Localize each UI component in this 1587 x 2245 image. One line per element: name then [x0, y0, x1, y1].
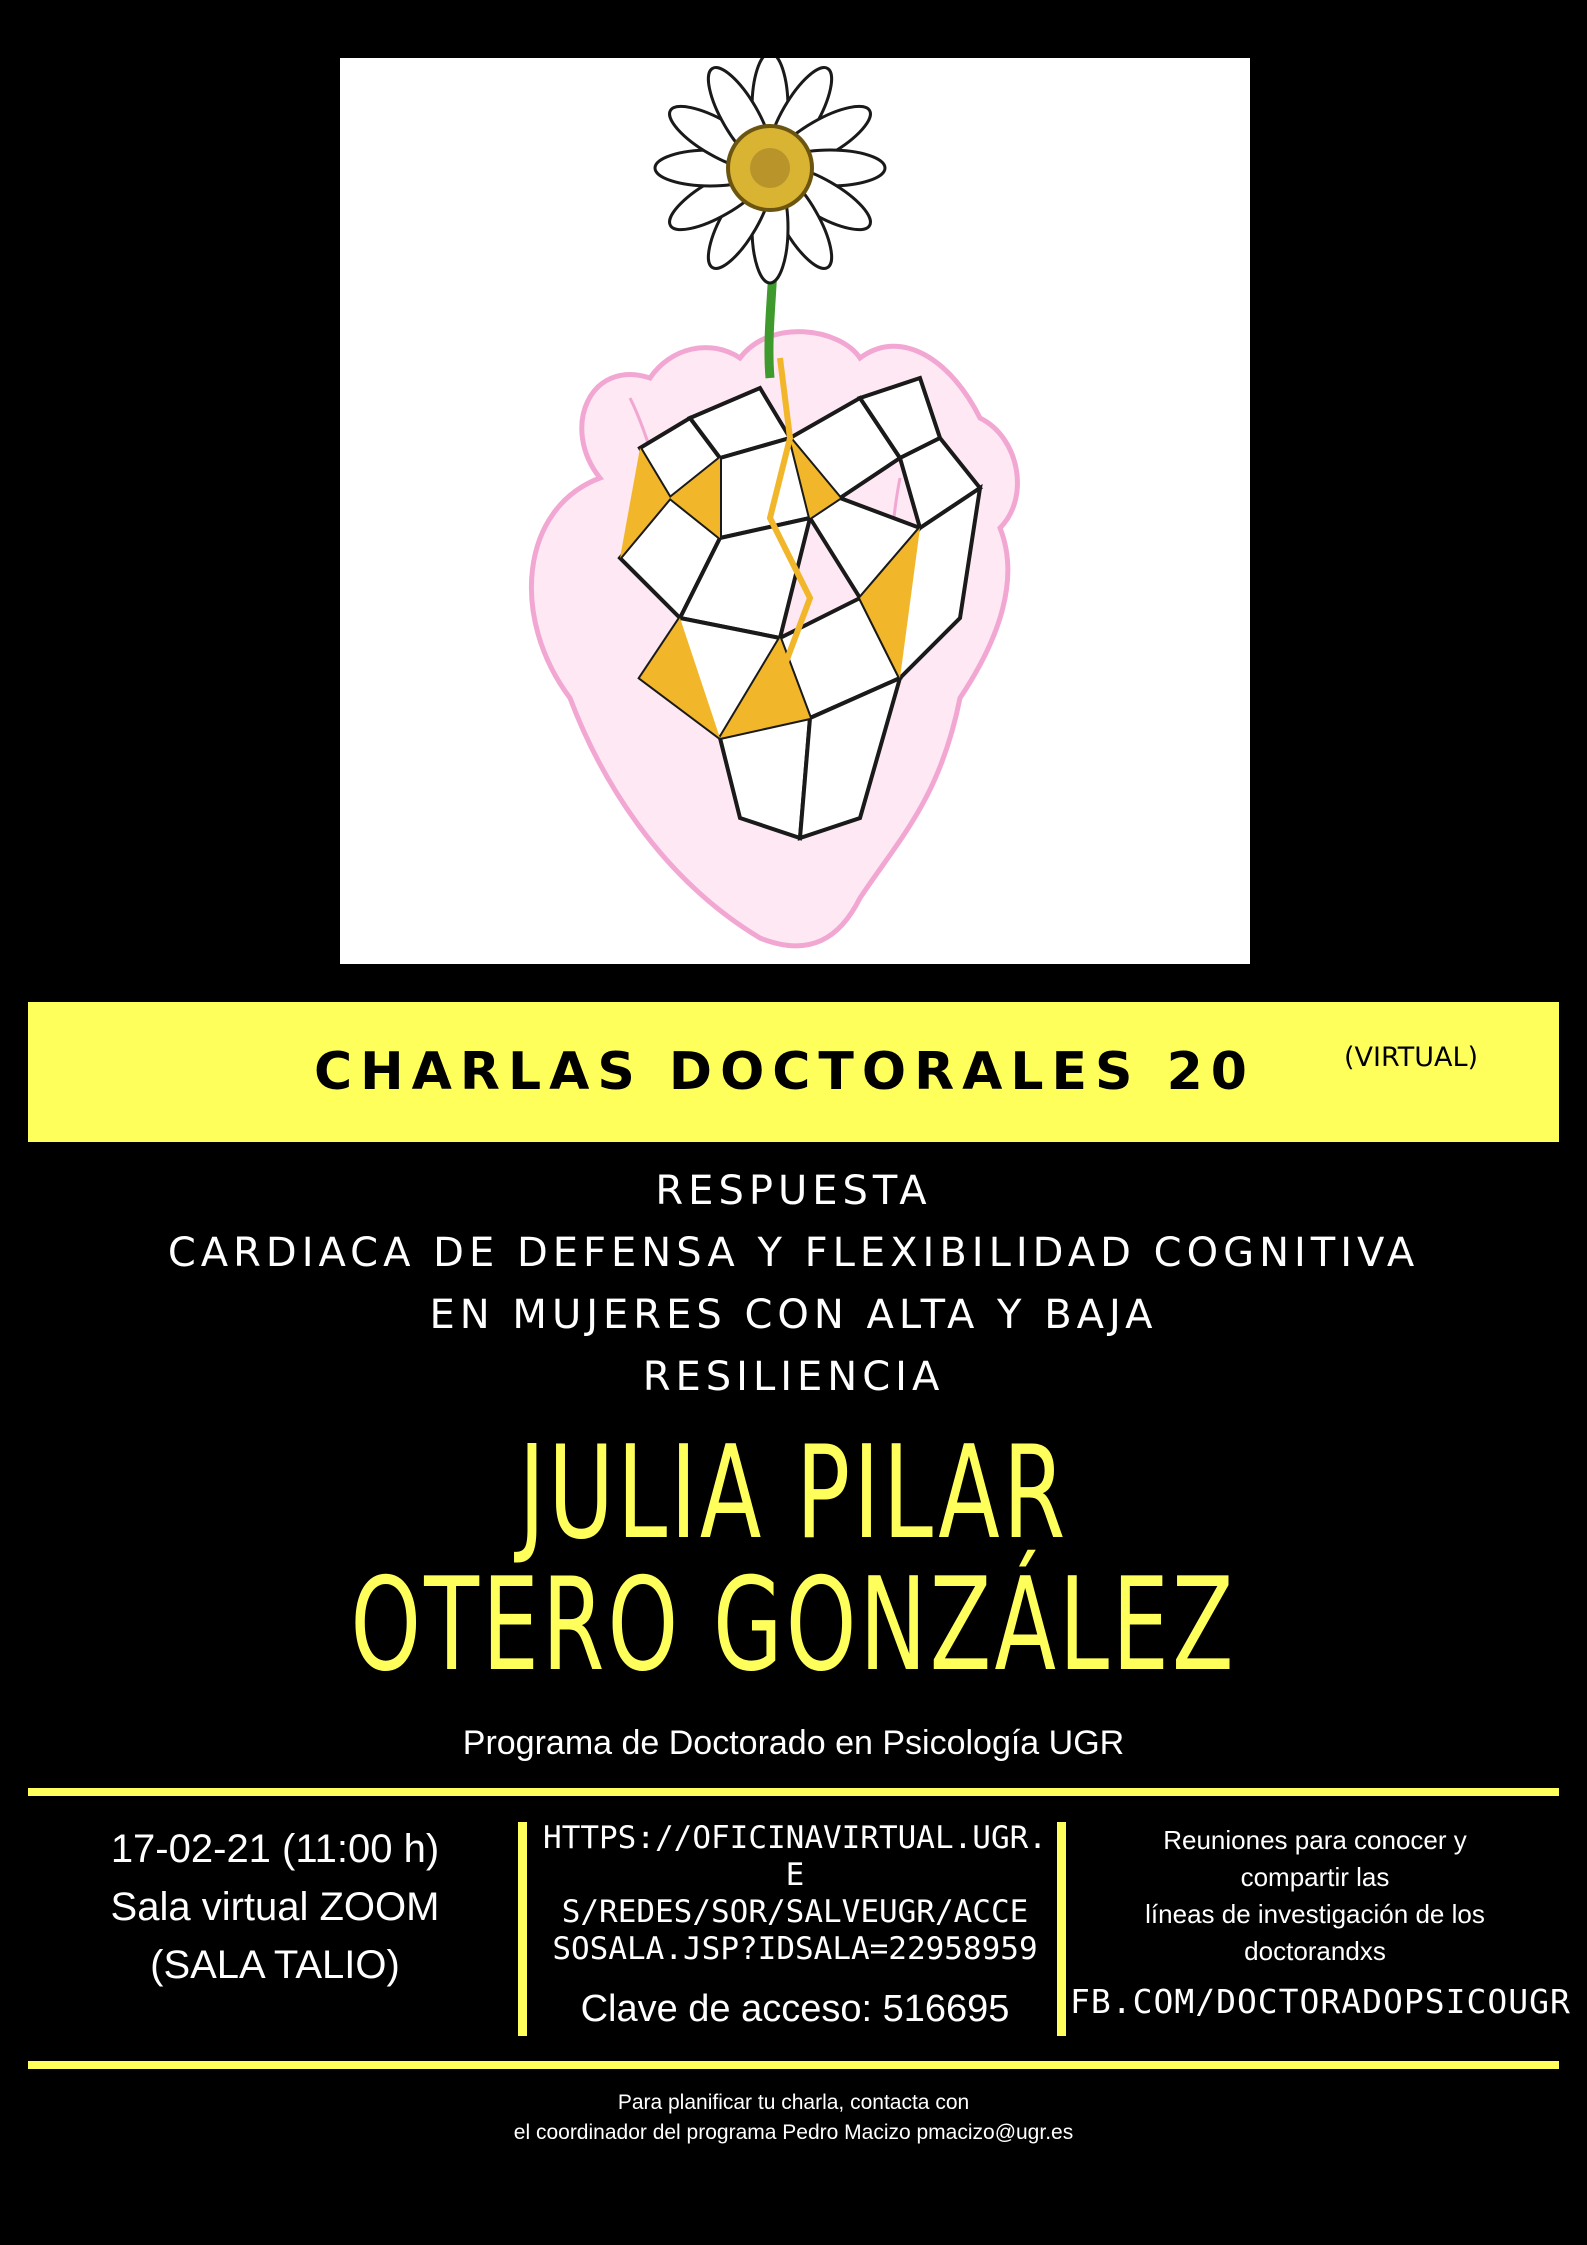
daisy-heart-icon [340, 58, 1250, 964]
facebook-link[interactable]: FB.COM/DOCTORADOPSICOUGR [1070, 1982, 1571, 2021]
access-key: Clave de acceso: 516695 [580, 1988, 1010, 2030]
event-room: (SALA TALIO) [150, 1943, 400, 1987]
talk-title [0, 1160, 1587, 1408]
event-schedule [40, 1820, 510, 1994]
about-line: compartir las [1240, 1862, 1390, 1892]
talk-title-line: RESPUESTA [655, 1168, 932, 1214]
divider-top [28, 1788, 1559, 1796]
about-line: Reuniones para conocer y [1163, 1825, 1467, 1855]
event-date: 17-02-21 (11:00 h) [110, 1827, 440, 1871]
speaker-name-line: OTERO GONZÁLEZ [350, 1551, 1237, 1700]
speaker-name [175, 1419, 1413, 1700]
about-line: líneas de investigación de los [1145, 1899, 1485, 1929]
event-banner [28, 1002, 1559, 1142]
divider-bottom [28, 2061, 1559, 2069]
banner-virtual-tag: (VIRTUAL) [1344, 1042, 1479, 1073]
talk-title-line: CARDIACA DE DEFENSA Y FLEXIBILIDAD COGNITIVA [167, 1230, 1420, 1276]
event-venue: Sala virtual ZOOM [110, 1885, 440, 1929]
talk-title-line: RESILIENCIA [642, 1354, 945, 1400]
about-line: doctorandxs [1244, 1936, 1386, 1966]
banner-title: CHARLAS DOCTORALES 20 [314, 1042, 1255, 1102]
footer-line: el coordinador del programa Pedro Macizo pmacizo@ugr.es [513, 2121, 1074, 2144]
about-meetings [1070, 1822, 1560, 1970]
footer-contact [0, 2088, 1587, 2148]
talk-title-line: EN MUJERES CON ALTA Y BAJA [429, 1292, 1158, 1338]
meeting-link[interactable]: HTTPS://OFICINAVIRTUAL.UGR.E S/REDES/SOR/SALVEUGR/ACCE SOSALA.JSP?IDSALA=22958959 [543, 1820, 1047, 1967]
program-name: Programa de Doctorado en Psicología UGR [462, 1724, 1125, 1762]
footer-line: Para planificar tu charla, contacta con [617, 2091, 970, 2114]
speaker-name-line: JULIA PILAR [518, 1419, 1069, 1568]
illustration-panel [340, 58, 1250, 964]
